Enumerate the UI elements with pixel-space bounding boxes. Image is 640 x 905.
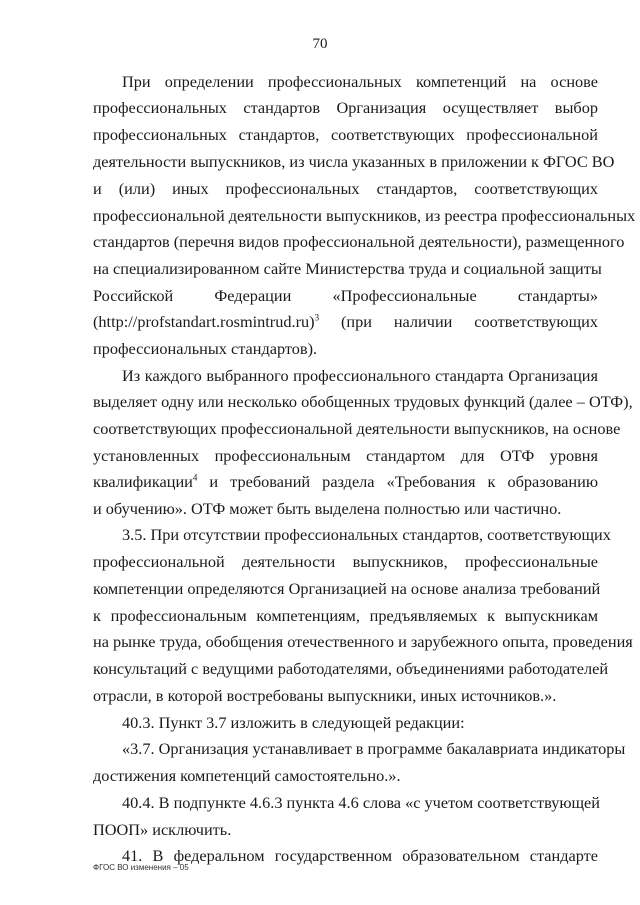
text-line-content: установленных профессиональным стандартом для ОТФ уровня — [93, 446, 598, 465]
text-line-content: 40.4. В подпункте 4.6.3 пункта 4.6 слова «с учетом соответствующей — [122, 793, 600, 812]
text-line-content: профессиональных стандартов). — [93, 339, 318, 358]
text-line-content: ПООП» исключить. — [93, 820, 232, 839]
text-line — [93, 179, 598, 199]
text-line — [93, 446, 598, 466]
text-line — [93, 392, 633, 412]
text-line — [93, 579, 601, 599]
text-line-content: консультаций с ведущими работодателями, объединениями работодателей — [93, 659, 609, 678]
text-line — [93, 152, 615, 172]
text-line-content: на рынке труда, обобщения отечественного и зарубежного опыта, проведения — [93, 632, 633, 651]
text-line — [93, 499, 598, 519]
text-line — [122, 846, 598, 866]
text-line-content: профессиональных стандартов Организация осуществляет выбор — [93, 98, 598, 117]
text-line — [93, 632, 633, 652]
text-line-content: на специализированном сайте Министерства труда и социальной защиты — [93, 259, 602, 278]
text-line-content: Российской Федерации «Профессиональные стандарты» — [93, 286, 598, 305]
footnote-marker: 4 — [192, 472, 198, 483]
text-line — [93, 98, 598, 118]
text-line-content: и (или) иных профессиональных стандартов, соответствующих — [93, 179, 598, 198]
text-line — [93, 686, 598, 706]
text-line — [93, 552, 598, 572]
text-line-content: «3.7. Организация устанавливает в программе бакалавриата индикаторы — [122, 739, 626, 758]
text-line-continuation: и требований раздела «Требования к образованию — [197, 472, 598, 491]
text-line — [122, 793, 598, 813]
page-number: 70 — [312, 36, 328, 52]
text-line — [93, 312, 598, 332]
text-line — [122, 713, 598, 733]
text-line-content: соответствующих профессиональной деятельности выпускников, на основе — [93, 419, 621, 438]
text-line — [93, 820, 598, 840]
text-line — [93, 259, 602, 279]
text-line-content: деятельности выпускников, из числа указанных в приложении к ФГОС ВО — [93, 152, 615, 171]
text-line-content: профессиональной деятельности выпускников, из реестра профессиональных — [93, 206, 636, 225]
text-line — [93, 419, 621, 439]
text-line — [122, 739, 626, 759]
text-line-content: профессиональной деятельности выпускников, профессиональные — [93, 552, 598, 571]
text-line-content: достижения компетенций самостоятельно.». — [93, 766, 401, 785]
text-line — [93, 206, 636, 226]
text-line — [122, 525, 611, 545]
text-line-content: (http://profstandart.rosmintrud.ru) — [93, 312, 315, 331]
text-line-content: 41. В федеральном государственном образовательном стандарте — [122, 846, 598, 865]
text-line-content: к профессиональным компетенциям, предъявляемых к выпускникам — [93, 606, 598, 625]
text-line-content: стандартов (перечня видов профессиональной деятельности), размещенного — [93, 232, 625, 251]
text-line — [93, 766, 598, 786]
text-line-content: Из каждого выбранного профессионального стандарта Организация — [122, 366, 598, 385]
text-line-content: квалификации — [93, 472, 193, 491]
text-line-content: отрасли, в которой востребованы выпускники, иных источников.». — [93, 686, 557, 705]
text-line-content: При определении профессиональных компетенций на основе — [122, 72, 598, 91]
text-line — [122, 72, 598, 92]
footnote-marker: 3 — [314, 312, 320, 323]
text-line — [93, 125, 598, 145]
text-line — [93, 472, 598, 492]
text-line-content: выделяет одну или несколько обобщенных трудовых функций (далее – ОТФ), — [93, 392, 633, 411]
text-line-content: компетенции определяются Организацией на основе анализа требований — [93, 579, 601, 598]
text-line-content: профессиональных стандартов, соответствующих профессиональной — [93, 125, 598, 144]
footer-note: ФГОС ВО изменения – 05 — [93, 863, 189, 872]
text-line — [93, 606, 598, 626]
text-line — [122, 366, 598, 386]
text-line — [93, 659, 609, 679]
text-line-content: и обучению». ОТФ может быть выделена полностью или частично. — [93, 499, 562, 518]
text-line — [93, 286, 598, 306]
text-line-continuation: (при наличии соответствующих — [319, 312, 598, 331]
text-line — [93, 232, 625, 252]
text-line-content: 40.3. Пункт 3.7 изложить в следующей редакции: — [122, 713, 465, 732]
text-line — [93, 339, 598, 359]
text-line-content: 3.5. При отсутствии профессиональных стандартов, соответствующих — [122, 525, 611, 544]
